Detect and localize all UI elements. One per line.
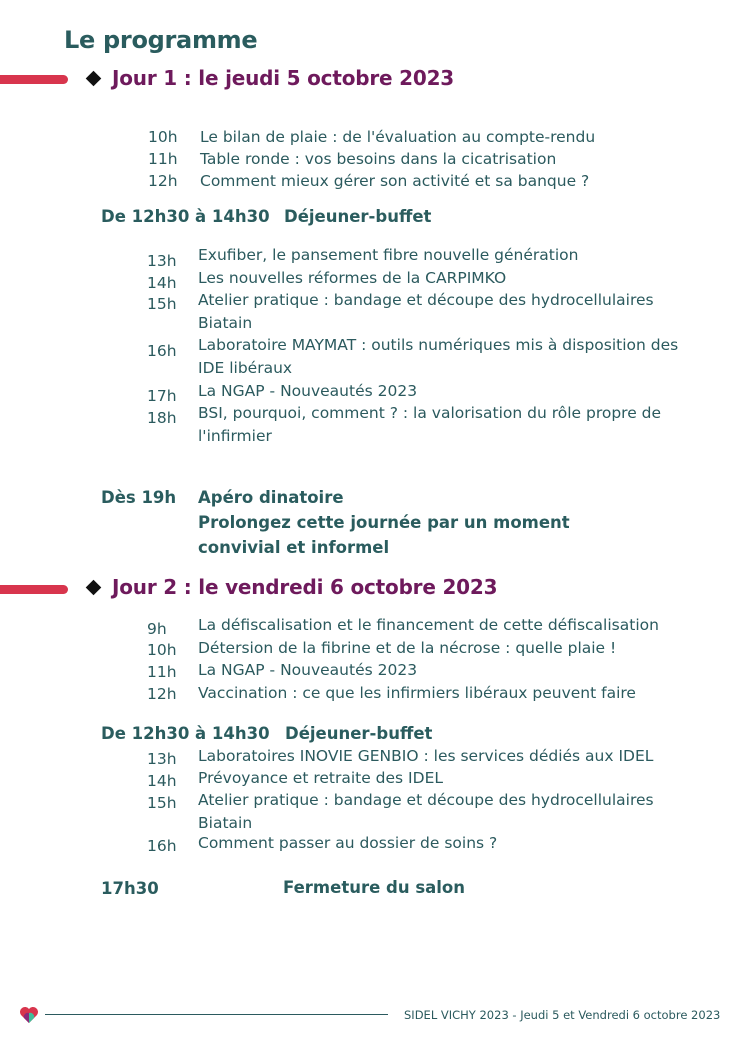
day2-morning-time-4: 12h — [147, 685, 177, 703]
day1-afternoon-time-3: 15h — [147, 295, 177, 313]
red-accent-bar — [0, 585, 68, 594]
day2-lunch-time: De 12h30 à 14h30 — [101, 724, 270, 743]
day1-morning-time-3: 12h — [148, 172, 178, 190]
day1-morning-time-1: 10h — [148, 128, 178, 146]
day1-afternoon-time-6: 18h — [147, 409, 177, 427]
day2-afternoon-item-4: Comment passer au dossier de soins ? — [198, 834, 498, 852]
diamond-bullet-icon — [86, 580, 102, 596]
day1-heading: Jour 1 : le jeudi 5 octobre 2023 — [112, 66, 455, 90]
day1-afternoon-time-2: 14h — [147, 274, 177, 292]
day2-morning-time-3: 11h — [147, 663, 177, 681]
day1-afternoon-item-4: Laboratoire MAYMAT : outils numériques mis à disposition des IDE libéraux — [198, 336, 679, 377]
day1-evening-line3: convivial et informel — [198, 538, 390, 557]
footer-divider — [45, 1014, 388, 1015]
day1-afternoon-time-4: 16h — [147, 342, 177, 360]
day1-afternoon-item-5: La NGAP - Nouveautés 2023 — [198, 382, 418, 400]
closing-time: 17h30 — [101, 879, 159, 898]
footer-text: SIDEL VICHY 2023 - Jeudi 5 et Vendredi 6 octobre 2023 — [404, 1008, 721, 1022]
day2-morning-item-4: Vaccination : ce que les infirmiers libéraux peuvent faire — [198, 684, 636, 702]
day1-afternoon-item-6: BSI, pourquoi, comment ? : la valorisation du rôle propre de l'infirmier — [198, 404, 662, 445]
day1-afternoon-item-3: Atelier pratique : bandage et découpe des hydrocellulaires Biatain — [198, 291, 654, 332]
day1-lunch-label: Déjeuner-buffet — [284, 207, 432, 226]
day1-morning-item-3: Comment mieux gérer son activité et sa banque ? — [200, 172, 590, 190]
day1-morning-item-1: Le bilan de plaie : de l'évaluation au compte-rendu — [200, 128, 596, 146]
day1-afternoon-time-1: 13h — [147, 252, 177, 270]
day1-evening-line2: Prolongez cette journée par un moment — [198, 513, 570, 532]
page-title: Le programme — [64, 26, 258, 54]
diamond-bullet-icon — [86, 71, 102, 87]
day1-lunch-time: De 12h30 à 14h30 — [101, 207, 270, 226]
day2-afternoon-item-3: Atelier pratique : bandage et découpe des hydrocellulaires Biatain — [198, 791, 654, 832]
day1-morning-time-2: 11h — [148, 150, 178, 168]
day2-afternoon-time-3: 15h — [147, 794, 177, 812]
day2-morning-item-3: La NGAP - Nouveautés 2023 — [198, 661, 418, 679]
day2-afternoon-time-4: 16h — [147, 837, 177, 855]
day1-evening-title: Apéro dinatoire — [198, 488, 344, 507]
day2-morning-item-1: La défiscalisation et le financement de cette défiscalisation — [198, 616, 659, 634]
day1-evening-time: Dès 19h — [101, 488, 177, 507]
day2-afternoon-time-1: 13h — [147, 750, 177, 768]
day2-afternoon-time-2: 14h — [147, 772, 177, 790]
heart-logo-icon — [18, 1004, 40, 1026]
day2-morning-time-1: 9h — [147, 620, 167, 638]
day2-lunch-label: Déjeuner-buffet — [285, 724, 433, 743]
day2-morning-time-2: 10h — [147, 641, 177, 659]
day1-afternoon-item-2: Les nouvelles réformes de la CARPIMKO — [198, 269, 507, 287]
day2-afternoon-item-1: Laboratoires INOVIE GENBIO : les services dédiés aux IDEL — [198, 747, 654, 765]
day2-morning-item-2: Détersion de la fibrine et de la nécrose : quelle plaie ! — [198, 639, 617, 657]
day1-morning-item-2: Table ronde : vos besoins dans la cicatrisation — [200, 150, 557, 168]
red-accent-bar — [0, 75, 68, 84]
day2-heading: Jour 2 : le vendredi 6 octobre 2023 — [112, 575, 498, 599]
day1-afternoon-item-1: Exufiber, le pansement fibre nouvelle génération — [198, 246, 579, 264]
day1-afternoon-time-5: 17h — [147, 387, 177, 405]
day2-afternoon-item-2: Prévoyance et retraite des IDEL — [198, 769, 443, 787]
closing-label: Fermeture du salon — [283, 878, 466, 897]
